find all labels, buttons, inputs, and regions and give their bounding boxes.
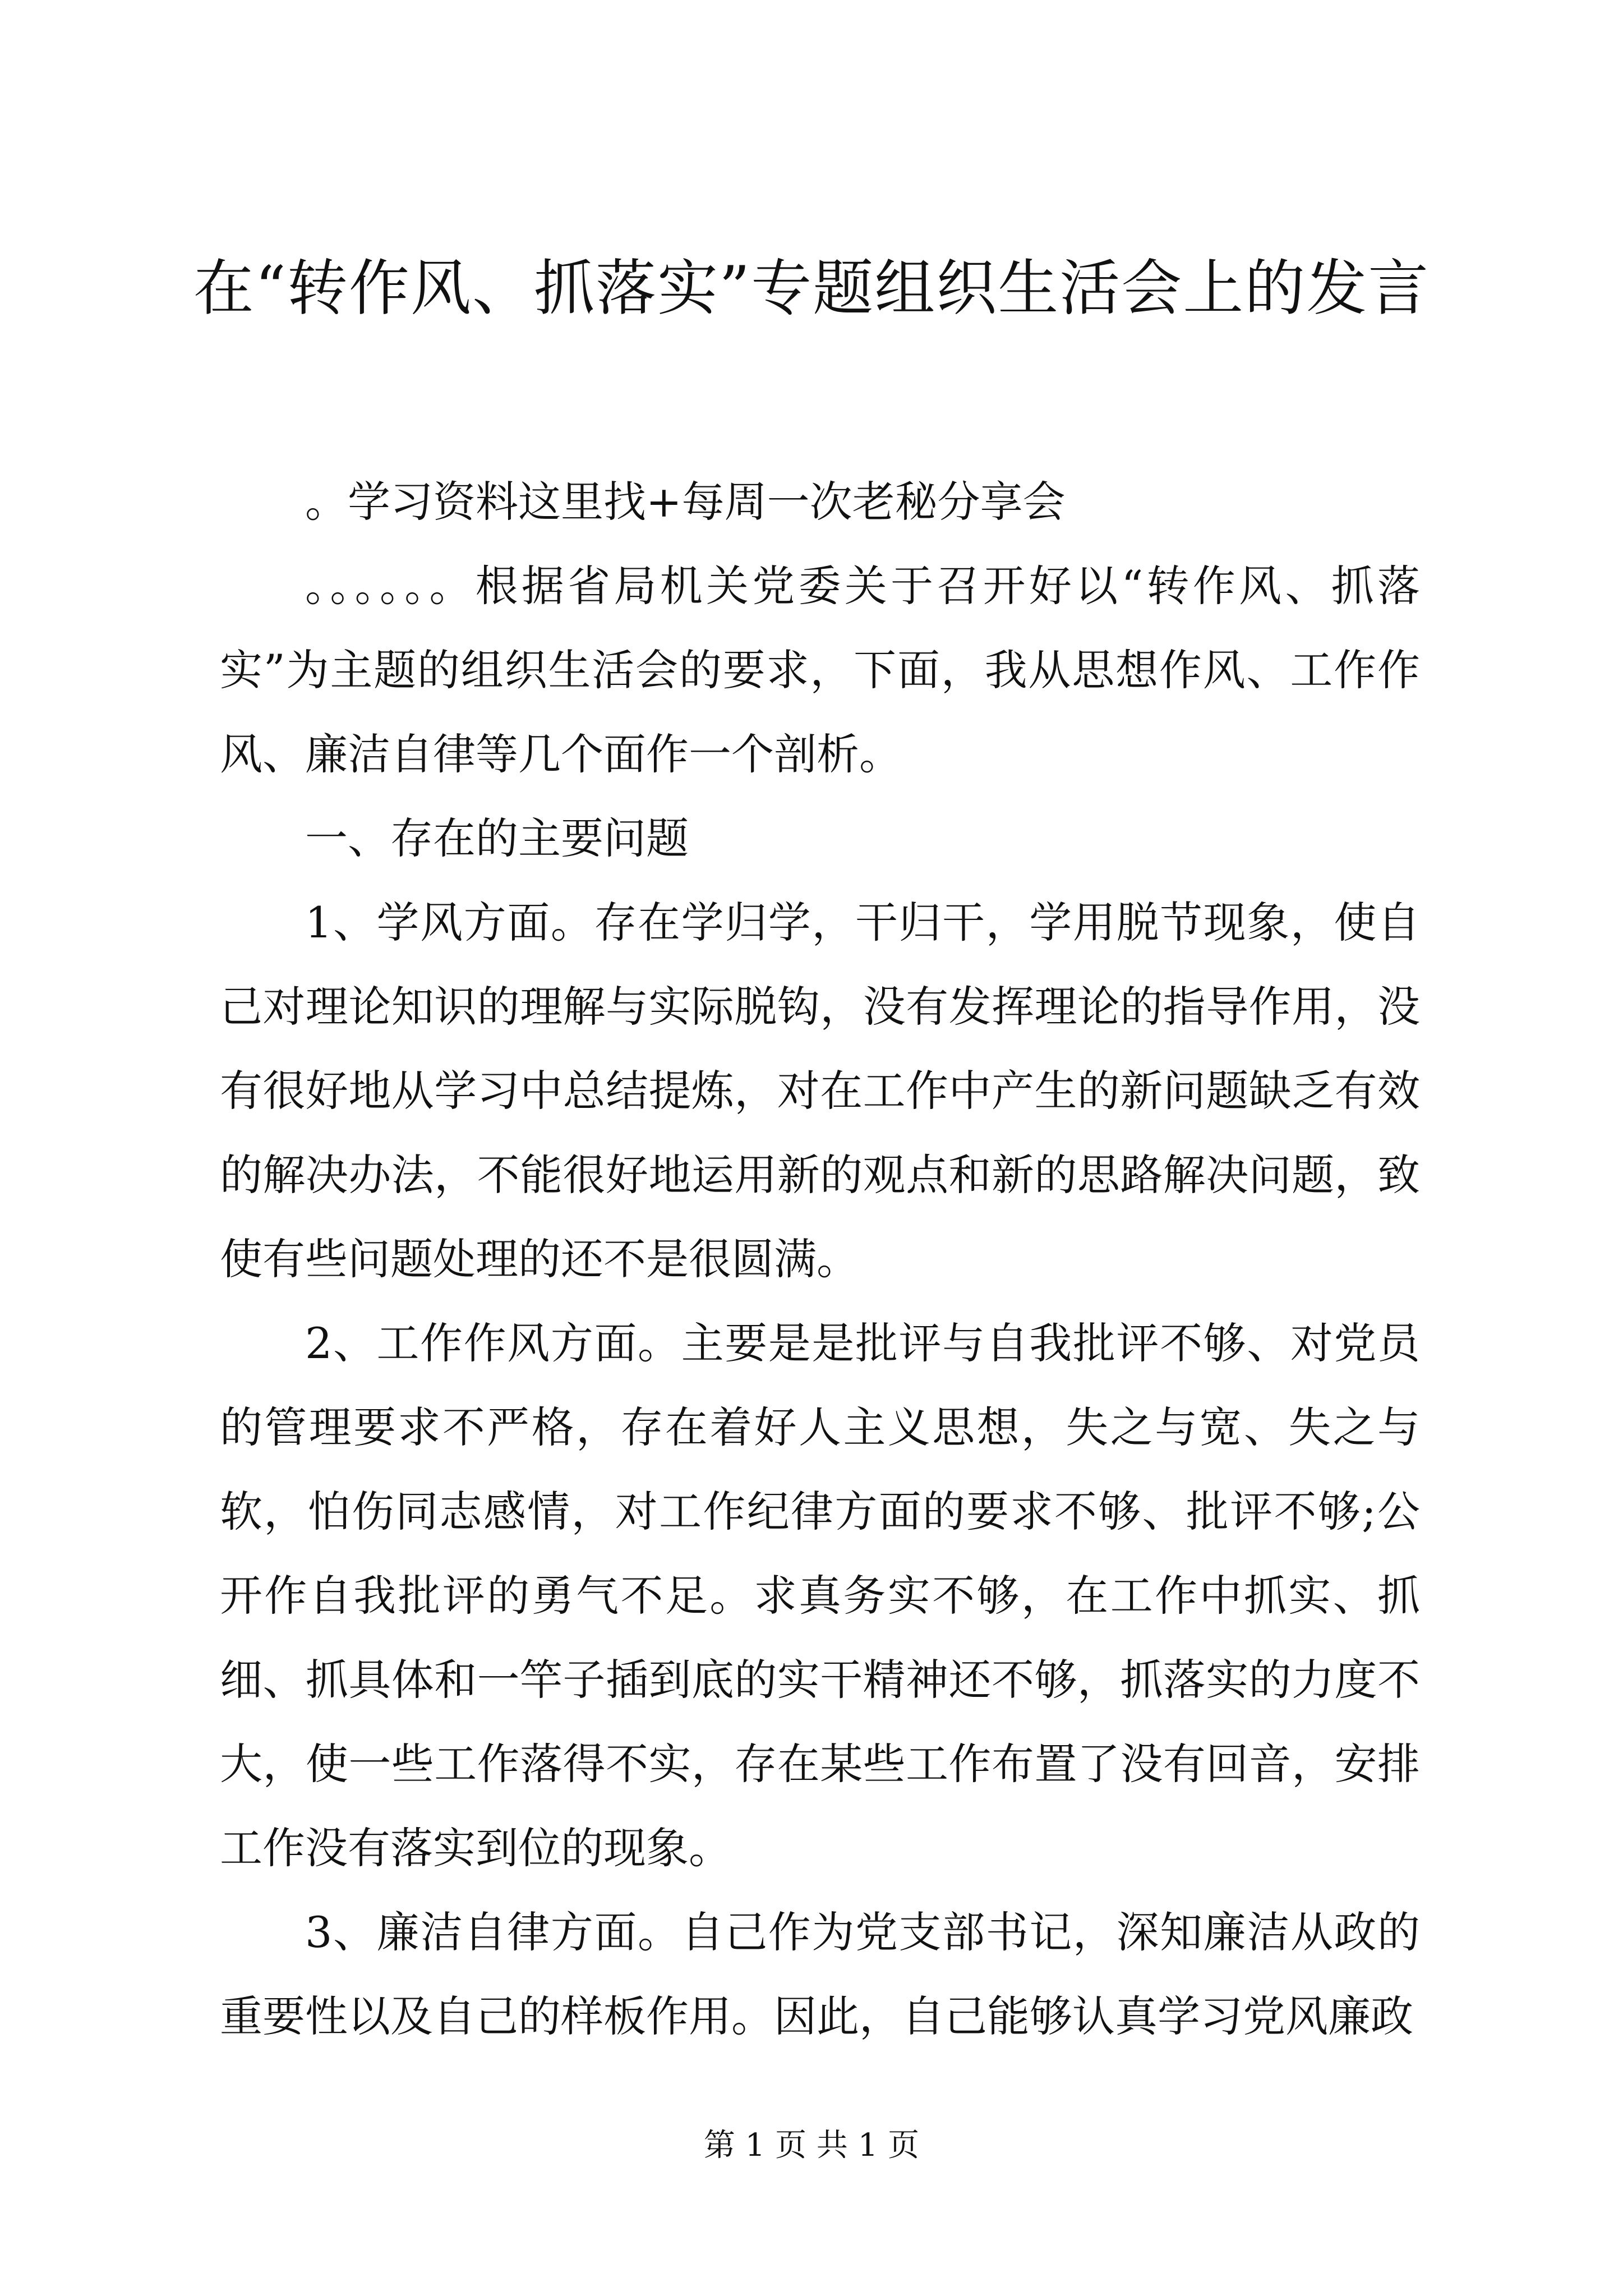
document-body bbox=[220, 460, 1420, 2059]
document-title: 在“转作风、抓落实”专题组织生活会上的发言 bbox=[193, 254, 1430, 324]
section-heading-main-problems: 一、存在的主要问题 bbox=[305, 813, 689, 863]
paragraph-introduction: 。。。。。。根据省局机关党委关于召开好以“转作风、抓落实”为主题的组织生活会的要求，下面，我从思想作风、工作作风、廉洁自律等几个面作一个剖析。 bbox=[220, 561, 1420, 779]
paragraph-work-style: 2、工作作风方面。主要是是批评与自我批评不够、对党员的管理要求不严格，存在着好人主义思想，失之与宽、失之与软，怕伤同志感情，对工作纪律方面的要求不够、批评不够;公开作自我批评的勇气不足。求真务实不够，在工作中抓实、抓细、抓具体和一竿子插到底的实干精神还不够，抓落实的力度不大，使一些工作落得不实，存在某些工作布置了没有回音，安排工作没有落实到位的现象。 bbox=[220, 1318, 1420, 1873]
paragraph-integrity: 3、廉洁自律方面。自己作为党支部书记，深知廉洁从政的重要性以及自己的样板作用。因此，自己能够认真学习党风廉政 bbox=[220, 1907, 1420, 2041]
page-footer: 第 1 页 共 1 页 bbox=[703, 2127, 920, 2164]
paragraph-study-style: 1、学风方面。存在学归学，干归干，学用脱节现象，使自己对理论知识的理解与实际脱钩，没有发挥理论的指导作用，没有很好地从学习中总结提炼，对在工作中产生的新问题缺乏有效的解决办法，不能很好地运用新的观点和新的思路解决问题，致使有些问题处理的还不是很圆满。 bbox=[220, 898, 1420, 1284]
paragraph-study-materials: 。学习资料这里找+每周一次老秘分享会 bbox=[305, 477, 1066, 527]
